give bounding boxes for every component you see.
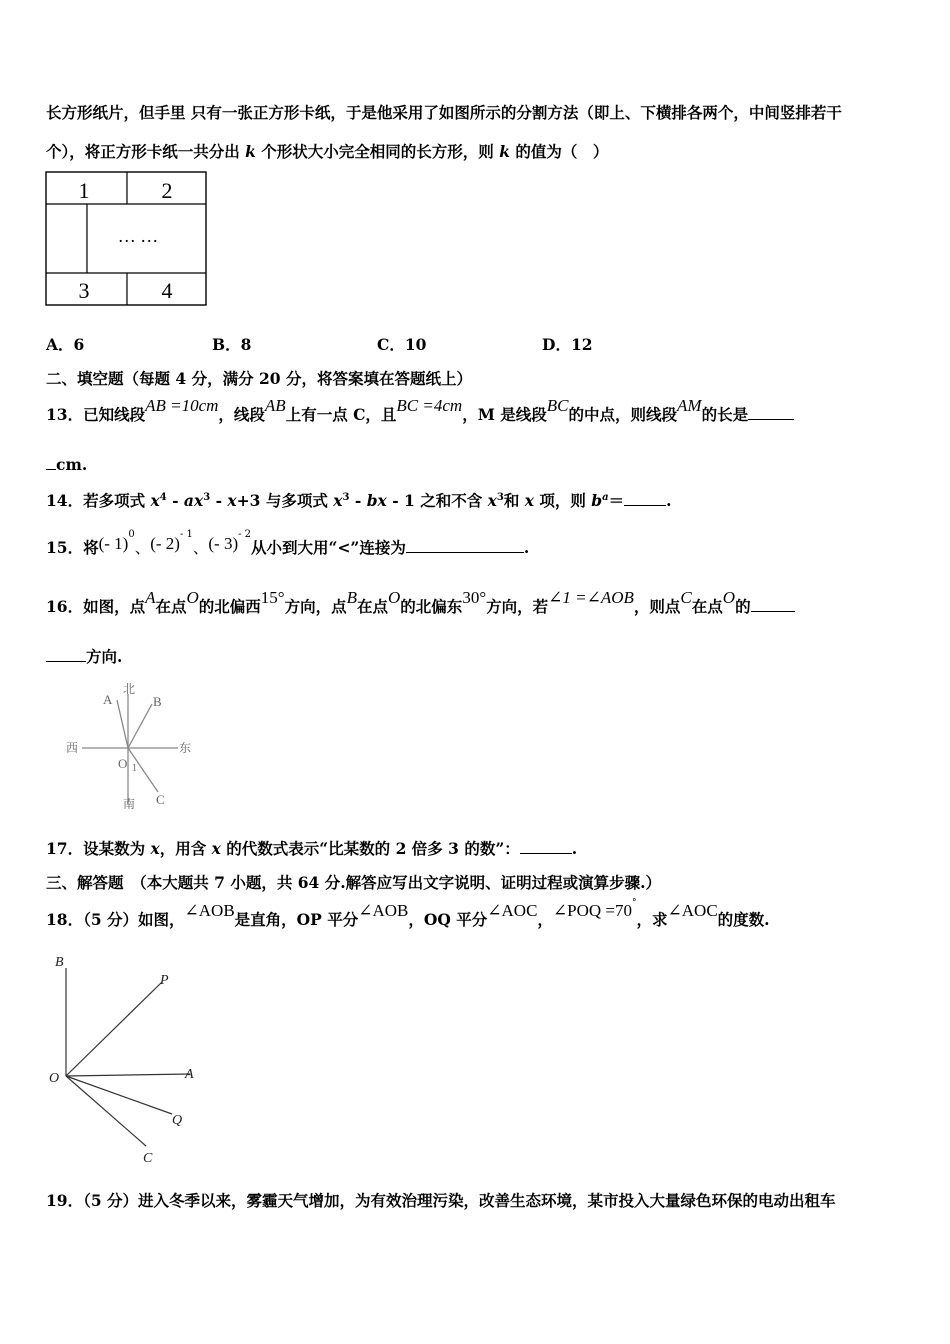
angle-point-a: A [185, 1067, 194, 1082]
q17-text: 17．设某数为 [46, 839, 151, 858]
grid-cell-2: 2 [161, 178, 173, 203]
q12-text: 的值为（ ） [509, 142, 609, 161]
q14-text: 项，则 [533, 491, 592, 510]
grid-cell-3: 3 [78, 278, 90, 303]
option-c[interactable]: C．10 [377, 335, 427, 354]
q13-math: BC =4cm [396, 396, 463, 415]
q14-text: ＝ [608, 491, 625, 510]
q16-math: 15° [260, 588, 285, 607]
q14-var: bx [366, 491, 387, 510]
q16-math: O [388, 588, 401, 607]
option-d[interactable]: D．12 [542, 335, 593, 354]
q16-answer-blank-cont[interactable] [46, 647, 86, 662]
grid-cell-1: 1 [78, 178, 90, 203]
q14-text: 和 [503, 491, 525, 510]
q14-text: 14．若多项式 [46, 491, 151, 510]
q16-text: 的 [735, 597, 751, 616]
q18-math: ∠AOB [358, 901, 409, 920]
q16-math: A [145, 588, 156, 607]
q13-tail [46, 455, 87, 474]
q16-line [46, 588, 795, 617]
q16-math: O [186, 588, 199, 607]
q14-var: b [591, 491, 603, 510]
q14-var: x [333, 491, 343, 510]
compass-point-c: C [156, 792, 165, 807]
q16-text: 方向，点 [284, 597, 347, 616]
q16-text: 在点 [357, 597, 389, 616]
q17-var: x [211, 839, 221, 858]
q18-math: ∠AOC [667, 901, 718, 920]
q17-answer-blank[interactable] [520, 839, 572, 854]
q15-sup: - 2 [238, 528, 252, 540]
q14-var: x [487, 491, 497, 510]
q14-text: - [166, 491, 184, 510]
q13-math: AB [264, 396, 286, 415]
section2-title: 二、填空题（每题 4 分，满分 20 分，将答案填在答题纸上） [46, 369, 472, 388]
q13-math: AM [677, 396, 702, 415]
compass-east-label: 东 [179, 741, 192, 755]
q12-line1: 长方形纸片，但手里 只有一张正方形卡纸，于是他采用了如图所示的分割方法（即上、下横排各两个，中间竖排若干 [46, 103, 842, 122]
q16-math: C [680, 588, 692, 607]
q16-text: ，则点 [633, 597, 681, 616]
q18-text: ，OQ 平分 [408, 910, 488, 929]
q17-line [46, 837, 577, 859]
q17-var: x [150, 839, 160, 858]
q14-text: . [666, 491, 672, 510]
q15-answer-blank[interactable] [406, 538, 524, 553]
q16-text: 的北偏西 [198, 597, 261, 616]
q14-sup: 4 [159, 491, 167, 503]
q16-text: 在点 [691, 597, 723, 616]
q14-sup: 3 [203, 491, 211, 503]
q16-math: 30° [462, 588, 487, 607]
q13-text: ，线段 [218, 405, 265, 424]
grid-cell-4: 4 [161, 278, 173, 303]
option-b[interactable]: B．8 [212, 335, 252, 354]
compass-angle-1: 1 [132, 763, 137, 774]
compass-west-label: 西 [66, 741, 79, 755]
q17-text: 的代数式表示“比某数的 2 倍多 3 的数”： [220, 839, 520, 858]
q13-answer-blank-cont[interactable] [46, 455, 56, 470]
q14-sup: 3 [342, 491, 350, 503]
compass-point-a: A [103, 692, 113, 707]
q18-math: ∠AOB [184, 901, 235, 920]
q13-math: AB =10cm [145, 396, 219, 415]
q18-text: 18．（5 分）如图， [46, 910, 185, 929]
angle-point-q: Q [172, 1113, 183, 1128]
q13-unit: cm. [56, 455, 88, 474]
q14-text: - [349, 491, 367, 510]
q12-options [0, 333, 950, 353]
compass-point-b: B [153, 694, 162, 709]
q15-text: 、 [192, 539, 209, 557]
q15-math: (- 3) [208, 534, 239, 553]
q16-math: ∠1 =∠AOB [548, 588, 634, 607]
q16-tail [46, 645, 122, 667]
q15-math: (- 2) [150, 534, 180, 553]
q12-line2 [46, 140, 608, 162]
q15-text: 15．将 [46, 538, 99, 557]
q18-text: ， [537, 910, 553, 929]
q15-line [46, 528, 530, 558]
q12-text: 个形状大小完全相同的长方形，则 [255, 142, 500, 161]
q16-answer-blank[interactable] [751, 597, 795, 612]
q12-grid-figure [44, 170, 210, 310]
q16-text: 16．如图，点 [46, 597, 146, 616]
q16-text: 方向. [86, 647, 123, 666]
q14-var: ax [183, 491, 204, 510]
q14-var: x [150, 491, 160, 510]
q14-var: x [227, 491, 237, 510]
q14-line [46, 489, 672, 511]
compass-north-label: 北 [123, 682, 136, 696]
q15-text: . [523, 538, 530, 557]
q13-text: 的中点，则线段 [568, 405, 678, 424]
angle-point-o: O [49, 1071, 60, 1086]
q13-line [46, 396, 794, 425]
q15-math: (- 1) [98, 534, 129, 553]
q17-text: . [571, 839, 578, 858]
q18-degree: ° [632, 897, 637, 908]
q18-text: 的度数. [717, 910, 770, 929]
q14-text: +3 与多项式 [236, 491, 334, 510]
q16-text: 在点 [155, 597, 187, 616]
compass-south-label: 南 [123, 797, 136, 810]
q18-line [46, 897, 770, 930]
q16-text: 方向，若 [486, 597, 549, 616]
q12-text: 个），将正方形卡纸一共分出 [46, 142, 246, 161]
q12-k: k [245, 142, 256, 161]
q13-answer-blank[interactable] [748, 405, 794, 420]
q13-text: 13．已知线段 [46, 405, 146, 424]
grid-dots: … … [117, 226, 159, 246]
section3-title: 三、解答题 （本大题共 7 小题，共 64 分.解答应写出文字说明、证明过程或演算步骤.） [46, 873, 661, 892]
compass-point-o: O [118, 756, 128, 771]
q18-math: ∠AOC [487, 901, 538, 920]
q13-math: BC [546, 396, 569, 415]
q15-sup: 0 [128, 528, 135, 540]
q18-text: ，求 [636, 910, 668, 929]
q14-sup: a [602, 491, 609, 503]
option-a[interactable]: A．6 [46, 335, 85, 354]
q13-text: 的长是 [701, 405, 749, 424]
q15-text: 从小到大用“<”连接为 [251, 538, 406, 557]
q14-text: - [210, 491, 228, 510]
q14-sup: 3 [496, 491, 504, 503]
q16-text: 的北偏东 [400, 597, 463, 616]
q15-sup: - 1 [179, 528, 193, 540]
q18-text: 是直角，OP 平分 [234, 910, 359, 929]
q14-answer-blank[interactable] [624, 491, 666, 506]
angle-figure [40, 950, 220, 1170]
q13-text: ，M 是线段 [462, 405, 547, 424]
q13-text: 上有一点 C，且 [285, 405, 397, 424]
angle-point-b: B [55, 955, 64, 970]
angle-point-c: C [143, 1151, 153, 1166]
q14-text: - 1 之和不含 [386, 491, 488, 510]
angle-point-p: P [160, 973, 169, 988]
q14-var: x [524, 491, 534, 510]
q12-k: k [499, 142, 510, 161]
q17-text: ，用含 [159, 839, 212, 858]
compass-figure [60, 680, 210, 810]
q16-math: B [346, 588, 357, 607]
q19-line: 19．（5 分）进入冬季以来，雾霾天气增加，为有效治理污染，改善生态环境，某市投入大量绿色环保的电动出租车 [46, 1191, 836, 1210]
q18-math: ∠POQ =70 [552, 901, 633, 920]
q15-text: 、 [134, 539, 151, 557]
q16-math: O [722, 588, 736, 607]
